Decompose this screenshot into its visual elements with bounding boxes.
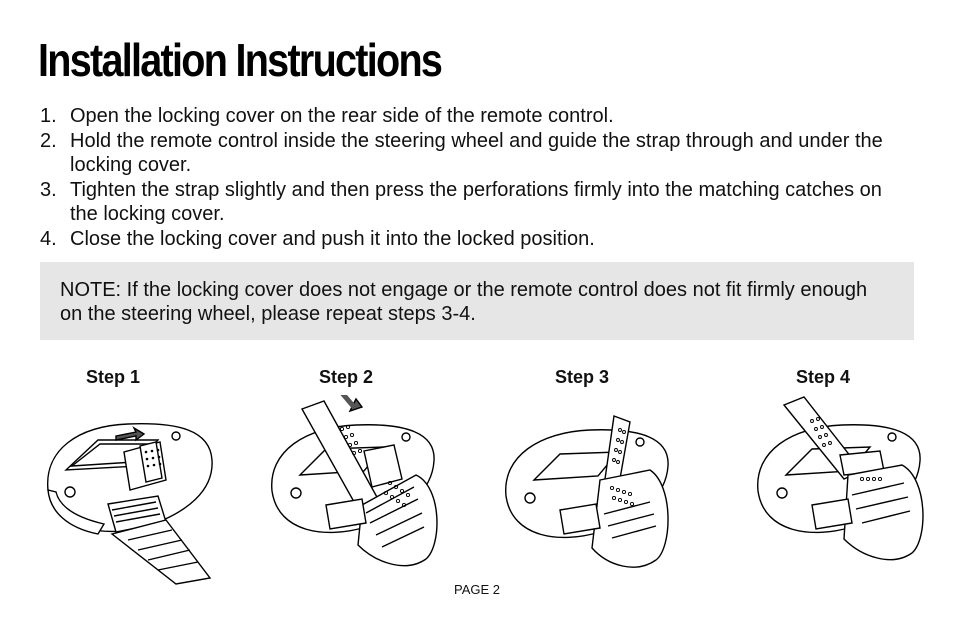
instruction-item bbox=[40, 129, 900, 178]
step-2-label: Step 2 bbox=[319, 367, 374, 387]
step-4-label: Step 4 bbox=[796, 367, 851, 387]
instruction-number: 1. bbox=[40, 105, 57, 127]
instruction-number: 3. bbox=[40, 178, 57, 201]
note-text: NOTE: If the locking cover does not engage or the remote control does not fit firmly enough on the steering wheel, please repeat steps 3-4. bbox=[60, 279, 868, 325]
step-1-label: Step 1 bbox=[86, 367, 141, 387]
step-3-label: Step 3 bbox=[555, 367, 610, 387]
remote-open-cover-icon bbox=[38, 400, 228, 590]
strap-through-cover-icon bbox=[266, 395, 456, 585]
instruction-item bbox=[40, 104, 900, 129]
page-title: Installation Instructions bbox=[38, 34, 442, 86]
instruction-item bbox=[40, 227, 900, 252]
instruction-text: Hold the remote control inside the steering wheel and guide the strap through and under the locking cover. bbox=[70, 129, 883, 176]
instruction-text: Tighten the strap slightly and then press the perforations firmly into the matching catches on the locking cover. bbox=[70, 178, 882, 225]
instruction-list bbox=[40, 104, 900, 251]
note-box bbox=[40, 262, 914, 340]
instruction-text: Close the locking cover and push it into the locked position. bbox=[70, 227, 595, 250]
cover-locked-icon bbox=[752, 395, 942, 585]
instruction-number: 2. bbox=[40, 129, 57, 152]
instruction-item bbox=[40, 178, 900, 227]
instruction-text: Open the locking cover on the rear side of the remote control. bbox=[70, 105, 614, 127]
instruction-number: 4. bbox=[40, 227, 57, 250]
page-number: PAGE 2 bbox=[453, 582, 500, 597]
strap-perforations-icon bbox=[500, 410, 690, 590]
